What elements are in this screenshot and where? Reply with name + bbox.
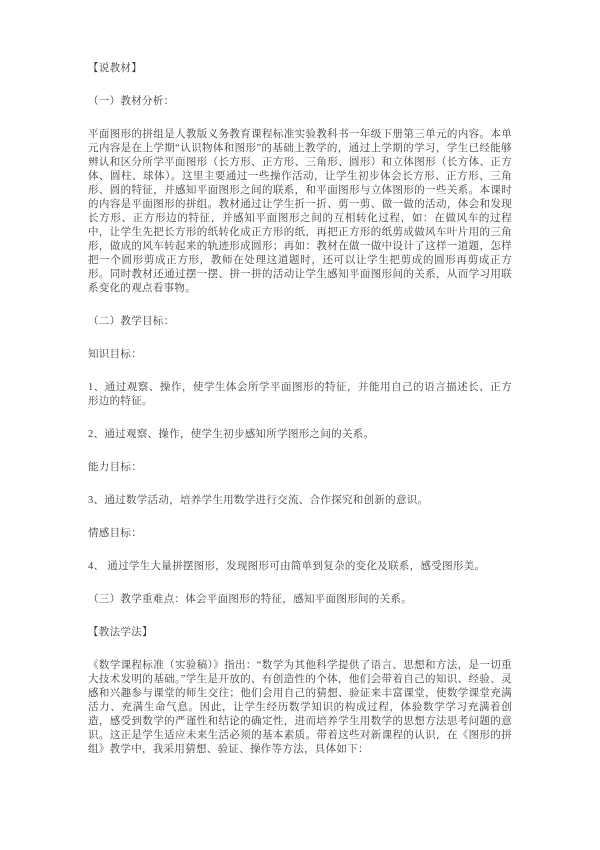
paragraph: 平面图形的拼组是人教版义务教育课程标准实验教科书一年级下册第三单元的内容。本单元内容是在上学期“认识物体和图形”的基础上教学的，通过上学期的学习，学生已经能够辨认和区分所学平面图形（长方形、正方形、三角形、圆形）和立体图形（长方体、正方体、圆柱、球体）。这里主要通过一些操作活动，让学生初步体会长方形、正方形、三角形、圆的特征，并感知平面图形之间的联系，和平面图形与立体图形的一些关系。本课时的内容是平面图形的拼组。教材通过让学生折一折、剪一剪、做一做的活动，体会和发现长方形、正方形边的特征，并感知平面图形之间的互相转化过程，如：在做风车的过程中，让学生先把长方形的纸转化成正方形的纸，再把正方形的纸剪成做风车叶片用的三角形，做成的风车转起来的轨迹形成圆形；再如：教材在做一做中设计了这样一道题，怎样把一个圆形剪成正方形，教师在处理这道题时，还可以让学生把剪成的圆形再剪成正方形。同时教材还通过摆一摆、拼一拼的活动让学生感知平面图形间的关系，从而学习用联系变化的观点看事物。 bbox=[88, 129, 512, 294]
section-heading: 【说教材】 bbox=[88, 63, 142, 74]
paragraph: 2、通过观察、操作，使学生初步感知所学图形之间的关系。 bbox=[88, 429, 375, 440]
section-heading: 【教法学法】 bbox=[88, 627, 153, 638]
paragraph: 4、 通过学生大量拼摆图形，发现图形可由简单到复杂的变化及联系，感受图形美。 bbox=[88, 561, 486, 572]
sub-heading: （二）教学目标： bbox=[88, 316, 175, 327]
sub-heading: 能力目标： bbox=[88, 462, 142, 473]
sub-heading: 情感目标： bbox=[88, 528, 142, 539]
paragraph: 1、通过观察、操作，使学生体会所学平面图形的特征，并能用自己的语言描述长、正方形边的特征。 bbox=[88, 382, 512, 407]
paragraph: 3、通过数学活动，培养学生用数学进行交流、合作探究和创新的意识。 bbox=[88, 495, 429, 506]
document-body bbox=[88, 62, 512, 757]
paragraph: 《数学课程标准（实验稿）》指出：“数学为其他科学提供了语言、思想和方法，是一切重大技术发明的基础。”学生是开放的、有创造性的个体，他们会带着自己的知识、经验、灵感和兴趣参与课堂的师生交往；他们会用自己的猜想、验证来丰富课堂，使数学课堂充满活力、充满生命气息。因此，让学生经历数学知识的构成过程，体验数学学习充满着创造，感受到数学的严谨性和结论的确定性，进而培养学生用数学的思想方法思考问题的意识。这正是学生适应未来生活必须的基本素质。带着这些对新课程的认识，在《图形的拼组》教学中，我采用猜想、验证、操作等方法，具体如下： bbox=[88, 660, 512, 755]
sub-heading: 知识目标： bbox=[88, 349, 142, 360]
paragraph: （三）教学重难点：体会平面图形的特征，感知平面图形间的关系。 bbox=[88, 594, 412, 605]
sub-heading: （一）教材分析： bbox=[88, 96, 175, 107]
